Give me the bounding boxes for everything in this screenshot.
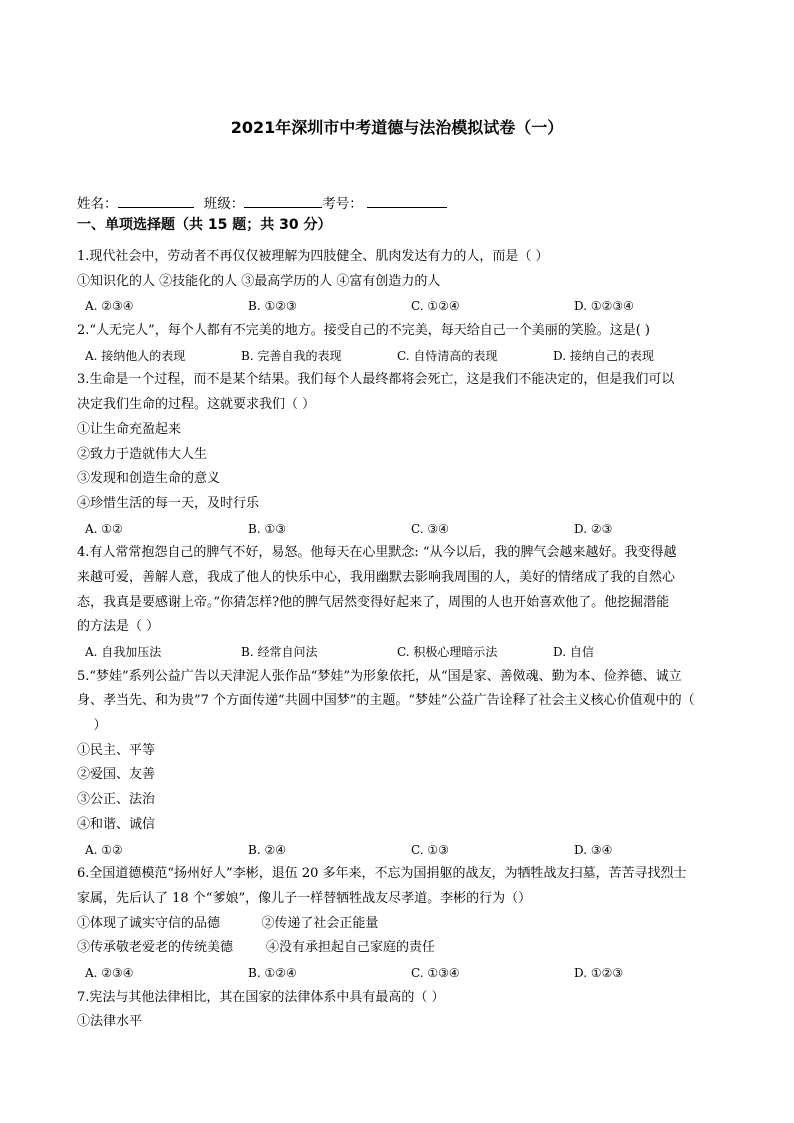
option-c[interactable]: C. 积极心理暗示法 [397,645,498,659]
number-blank[interactable] [367,193,447,208]
option-a[interactable]: A. ①② [85,842,123,857]
answer-options [77,344,737,369]
option-d[interactable]: D. 接纳自己的表现 [553,348,654,363]
option-b[interactable]: B. 完善自我的表现 [241,348,342,363]
question-stem: 来越可爱，善解人意，我成了他人的快乐中心，我用幽默去影响我周围的人，美好的情绪成了我的自然心 [77,569,676,585]
answer-options [77,961,737,986]
question-stem: ） [77,718,107,734]
question-choice: ④珍惜生活的每一天，及时行乐 [77,495,260,511]
question-choice: ③发现和创造生命的意义 [77,471,221,487]
option-c[interactable]: C. ①②④ [411,299,460,314]
name-blank[interactable] [118,193,194,208]
answer-options [77,517,737,542]
number-label: 考号： [322,196,363,212]
question-stem: 的方法是（ ） [77,619,160,635]
question-choice: ④和谐、诚信 [77,816,156,832]
page-title: 2021年深圳市中考道德与法治模拟试卷（一） [230,118,564,137]
option-c[interactable]: C. ①③ [411,842,449,857]
question-stem: 1.现代社会中，劳动者不再仅仅被理解为四肢健全、肌肉发达有力的人，而是（ ） [77,249,549,264]
option-c[interactable]: C. 自恃清高的表现 [397,348,498,363]
question-stem: 态，我真是要感谢上帝。”你猜怎样?他的脾气居然变得好起来了，周围的人也开始喜欢他了。他挖掘潜能 [77,594,670,610]
questions [77,245,737,1035]
question-stem: 3.生命是一个过程，而不是某个结果。我们每个人最终都将会死亡，这是我们不能决定的，但是我们可以 [77,372,675,388]
option-d[interactable]: D. ①②③④ [574,299,634,314]
option-c[interactable]: C. ③④ [411,521,449,536]
option-d[interactable]: D. ①②③ [574,965,624,980]
question-choice: ②爱国、友善 [77,767,156,783]
option-a[interactable]: A. 接纳他人的表现 [85,348,186,363]
question-choices: ③传承敬老爱老的传统美德 ④没有承担起自己家庭的责任 [77,940,436,956]
option-b[interactable]: B. ②④ [248,842,286,857]
option-a[interactable]: A. ②③④ [85,299,134,314]
class-blank[interactable] [244,193,322,208]
question-choices: ①体现了诚实守信的品德 ②传递了社会正能量 [77,915,379,931]
student-info-row [77,193,447,214]
question-stem: 身、孝当先、和为贵”7 个方面传递“共圆中国梦”的主题。“梦娃”公益广告诠释了社会主义核心价值观中的（ [77,693,695,709]
section-title: 一、单项选择题（共 15 题；共 30 分） [77,217,332,233]
option-a[interactable]: A. ②③④ [85,965,134,980]
question-stem: 家属，先后认了 18 个“爹娘”，像儿子一样替牺牲战友尽孝道。李彬的行为（） [77,890,532,906]
class-label: 班级： [203,196,245,212]
option-b[interactable]: B. ①②④ [248,965,297,980]
question-stem: 4.有人常常抱怨自己的脾气不好，易怒。他每天在心里默念: “从今以后，我的脾气会越来越好。我变得越 [77,545,677,561]
question-choices: ①知识化的人 ②技能化的人 ③最高学历的人 ④富有创造力的人 [77,273,441,289]
question-choice: ③公正、法治 [77,792,156,808]
question-stem: 5.“梦娃”系列公益广告以天津泥人张作品“梦娃”为形象依托，从“国是家、善傚魂、勤为本、俭养德、诚立 [77,668,682,684]
question-stem: 6.全国道德模范“扬州好人”李彬，退伍 20 多年来，不忘为国捐躯的战友，为牺牲战友扫墓，苦苦寻找烈士 [77,866,687,882]
option-a[interactable]: A. ①② [85,521,123,536]
answer-options [77,838,737,863]
question-stem: 7.宪法与其他法律相比，其在国家的法律体系中具有最高的（ ） [77,989,445,1005]
question-choice: ①民主、平等 [77,742,156,758]
option-b[interactable]: B. 经常自问法 [241,645,318,659]
question-choice: ①让生命充盈起来 [77,421,182,437]
option-d[interactable]: D. ③④ [574,842,613,857]
answer-options [77,294,737,319]
option-b[interactable]: B. ①③ [248,521,286,536]
answer-options [77,640,737,665]
name-label: 姓名： [77,196,118,212]
option-a[interactable]: A. 自我加压法 [85,645,162,659]
option-d[interactable]: D. ②③ [574,521,613,536]
question-choice: ①法律水平 [77,1014,143,1030]
option-c[interactable]: C. ①③④ [411,965,460,980]
question-stem: 2.“人无完人”，每个人都有不完美的地方。接受自己的不完美，每天给自己一个美丽的笑脸。这是( ) [77,323,650,339]
question-choice: ②致力于造就伟大人生 [77,446,208,462]
question-stem: 决定我们生命的过程。这就要求我们（ ） [77,397,316,413]
option-b[interactable]: B. ①②③ [248,299,297,314]
option-d[interactable]: D. 自信 [553,645,594,659]
